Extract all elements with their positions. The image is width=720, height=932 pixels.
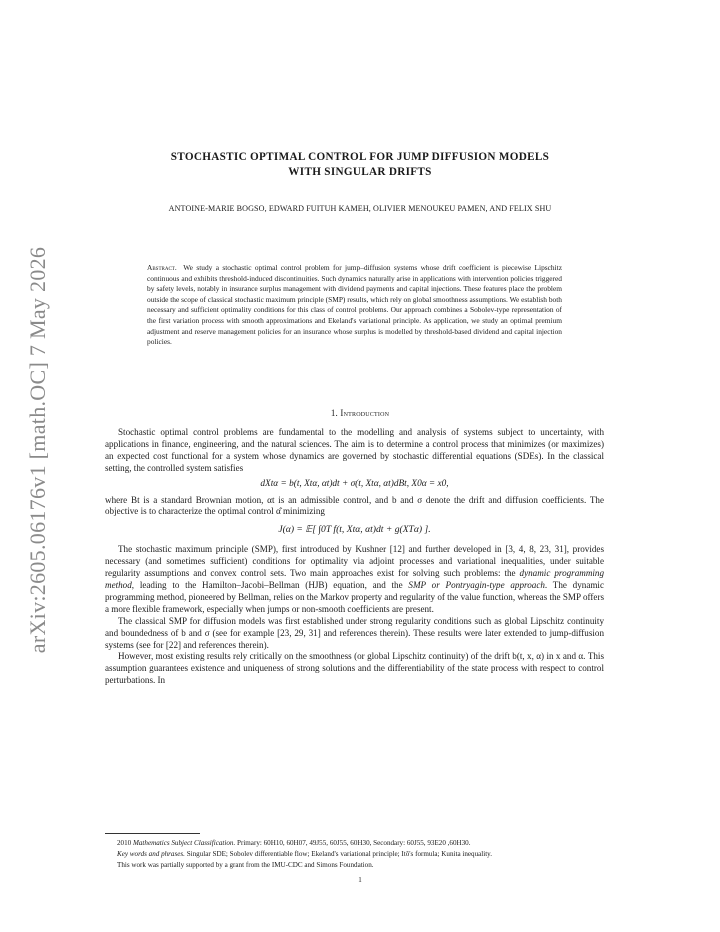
- paragraph-5: However, most existing results rely critically on the smoothness (or global Lipschitz continuity) of the drift b(t, x, α) in x and α. This assumption guarantees existence and uniqueness of strong solutions and the differentiability of the state process with respect to control perturbations. In: [105, 651, 604, 686]
- paragraph-3-smp-term: SMP or Pontryagin-type approach: [408, 579, 545, 590]
- paper-title: [100, 150, 620, 180]
- section-heading-introduction: 1. Introduction: [330, 408, 390, 418]
- equation-sde: dXtα = b(t, Xtα, αt)dt + σ(t, Xtα, αt)dBt, X0α = x0,: [260, 478, 449, 489]
- footnote-msc: [105, 838, 604, 849]
- body-text: [105, 427, 604, 687]
- paragraph-2: where Bt is a standard Brownian motion, αt is an admissible control, and b and σ denote the drift and diffusion coefficients. The objective is to characterize the optimal control α̂ minimizing: [105, 494, 604, 517]
- abstract: [147, 263, 562, 348]
- abstract-text: We study a stochastic optimal control problem for jump–diffusion systems whose drift coefficient is piecewise Lipschitz continuous and exhibits threshold-induced discontinuities. Such dynamics naturally arise in applications with intervention policies triggered by safety levels, notably in insurance surplus management with dividend payments and capital injections. These features place the problem outside the scope of classical stochastic maximum principle (SMP) results, which rely on global smoothness assumptions. We establish both necessary and sufficient optimality conditions for this class of control problems. Our approach combines a Sobolev-type representation of the first variation process with smooth approximations and Ekeland's variational principle. As application, we study an optimal premium adjustment and reserve management policies for an insurance whose surplus is modelled by threshold-based dividend and capital injection policies.: [147, 263, 562, 347]
- footnote-msc-codes: Primary: 60H10, 60H07, 49J55, 60J55, 60H30, Secondary: 60J55, 93E20 ,60H30.: [235, 839, 471, 847]
- equation-cost-functional: J(α) = 𝔼[ ∫0T f(t, Xtα, αt)dt + g(XTα) ].: [278, 524, 431, 536]
- paragraph-4: The classical SMP for diffusion models was first established under strong regularity conditions such as global Lipschitz continuity and boundedness of b and σ (see for example [23, 29, 31] and references therein). These results were later extended to jump-diffusion systems (see for [22] and references therein).: [105, 615, 604, 650]
- footnote-keywords-label: Key words and phrases.: [117, 849, 185, 858]
- paragraph-3-part-b: , leading to the Hamilton–Jacobi–Bellman (HJB) equation, and the: [131, 579, 409, 590]
- abstract-label: Abstract.: [147, 263, 177, 272]
- paragraph-3-dp-term: dynamic programming method: [105, 568, 605, 590]
- footnote-keywords-text: Singular SDE; Sobolev differentiable flow; Ekeland's variational principle; Itô's formula; Kunita inequality.: [184, 849, 493, 858]
- footnote-keywords: [105, 849, 604, 860]
- footnotes: [105, 838, 604, 870]
- author-list: ANTOINE-MARIE BOGSO, EDWARD FUITUH KAMEH, OLIVIER MENOUKEU PAMEN, AND FELIX SHU: [168, 204, 552, 213]
- paragraph-3-part-a: The stochastic maximum principle (SMP), first introduced by Kushner [12] and further developed in [3, 4, 8, 23, 31], provides necessary (and sometimes sufficient) conditions for optimality via adjoint processes and variational inequalities, under suitable regularity assumptions and convex control sets. Two main approaches exist for solving such problems: the: [105, 544, 604, 579]
- arxiv-stamp-text: arXiv:2605.06176v1 [math.OC] 7 May 2026: [25, 246, 50, 654]
- arxiv-stamp: [18, 246, 58, 654]
- title-line-2: WITH SINGULAR DRIFTS: [288, 166, 432, 178]
- footnote-msc-year: 2010: [117, 839, 133, 847]
- page-number: 1: [358, 876, 362, 884]
- title-line-1: STOCHASTIC OPTIMAL CONTROL FOR JUMP DIFFUSION MODELS: [170, 151, 550, 163]
- paragraph-1: Stochastic optimal control problems are fundamental to the modelling and analysis of systems subject to uncertainty, with applications in finance, engineering, and the natural sciences. The aim is to determine a control process that minimizes (or maximizes) an expected cost functional for a system whose dynamics are governed by stochastic differential equations (SDEs). In the classical setting, the controlled system satisfies: [105, 427, 604, 473]
- footnote-rule: [105, 833, 200, 834]
- paragraph-3: [105, 544, 604, 615]
- footnote-funding: This work was partially supported by a grant from the IMU-CDC and Simons Foundation.: [117, 860, 374, 869]
- paragraph-3-part-c: . The dynamic programming method, pioneered by Bellman, relies on the Markov property and regularity of the value function, whereas the SMP offers a more flexible framework, especially when jumps or non-smooth coefficients are present.: [105, 579, 605, 614]
- footnote-msc-label: Mathematics Subject Classification.: [132, 839, 236, 847]
